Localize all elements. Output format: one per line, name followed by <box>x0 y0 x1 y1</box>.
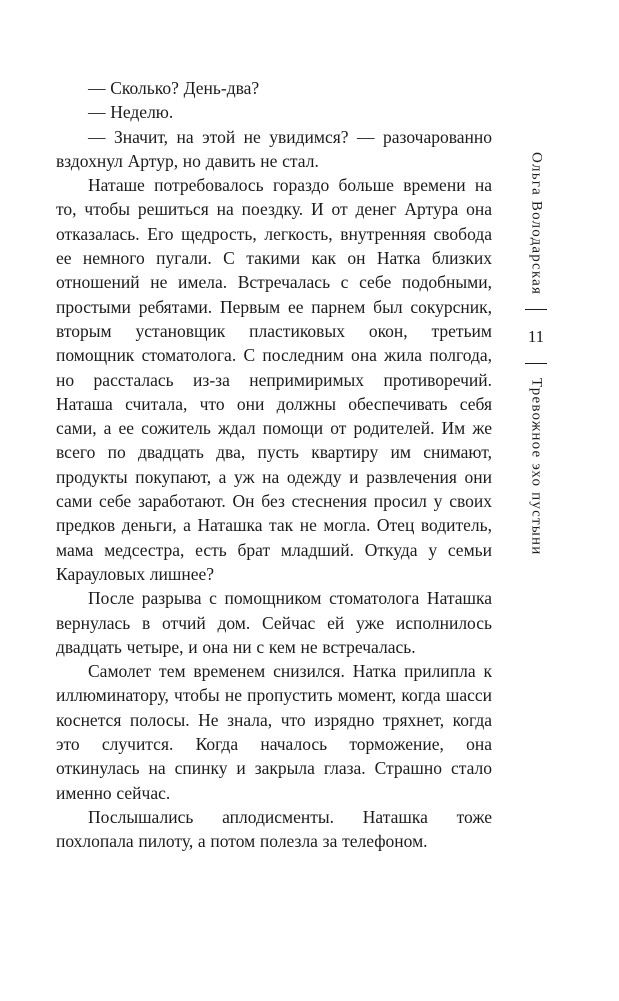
author-name: Ольга Володарская <box>528 152 545 296</box>
divider-bottom <box>525 363 547 364</box>
page-number: 11 <box>527 327 545 347</box>
paragraph-dialogue-2: — Неделю. <box>88 102 174 123</box>
paragraph-body-3: Самолет тем временем снизился. Натка прилипла к иллюминатору, чтобы не пропустить момент, когда шасси коснется полосы. Не знала, что изрядно тряхнет, когда это случится. Когда началось торможение, она откинулась на спинку и закрыла глаза. Страшно стало именно сейчас. <box>56 661 492 803</box>
divider-top <box>525 309 547 310</box>
paragraph-dialogue-1: — Сколько? День-два? <box>88 78 260 98</box>
paragraph-body-2: После разрыва с помощником стоматолога Наташка вернулась в отчий дом. Сейчас ей уже исполнилось двадцать четыре, и она ни с кем не встречалась. <box>56 588 492 657</box>
margin-column <box>516 152 556 556</box>
paragraph-dialogue-3: — Значит, на этой не увидимся? — разочарованно вздохнул Артур, но давить не стал. <box>56 126 492 171</box>
page-text <box>56 76 492 854</box>
book-title: Тревожное эхо пустыни <box>528 378 545 556</box>
paragraph-body-1: Наташе потребовалось гораздо больше времени на то, чтобы решиться на поездку. И от денег Артура она отказалась. Его щедрость, легкость, внутренняя свобода ее немного пугали. С такими как он Натка близких отношений не имела. Встречалась с себе подобными, простыми ребятами. Первым ее парнем был сокурсник, вторым установщик пластиковых окон, третьим помощник стоматолога. С последним она жила полгода, но рассталась из-за непримиримых противоречий. Наташа считала, что они должны обеспечивать себя сами, а ее сожитель ждал помощи от родителей. Им же всего по двадцать два, пусть квартиру им снимают, продукты покупают, а уж на одежду и развлечения они сами себе заработают. Он без стеснения просил у своих предков деньги, а Наташка так не могла. Отец водитель, мама медсестра, есть брат младший. Откуда у семьи Карауловых лишнее? <box>56 175 492 584</box>
paragraph-body-4: Послышались аплодисменты. Наташка тоже похлопала пилоту, а потом полезла за телефоном. <box>56 806 492 852</box>
